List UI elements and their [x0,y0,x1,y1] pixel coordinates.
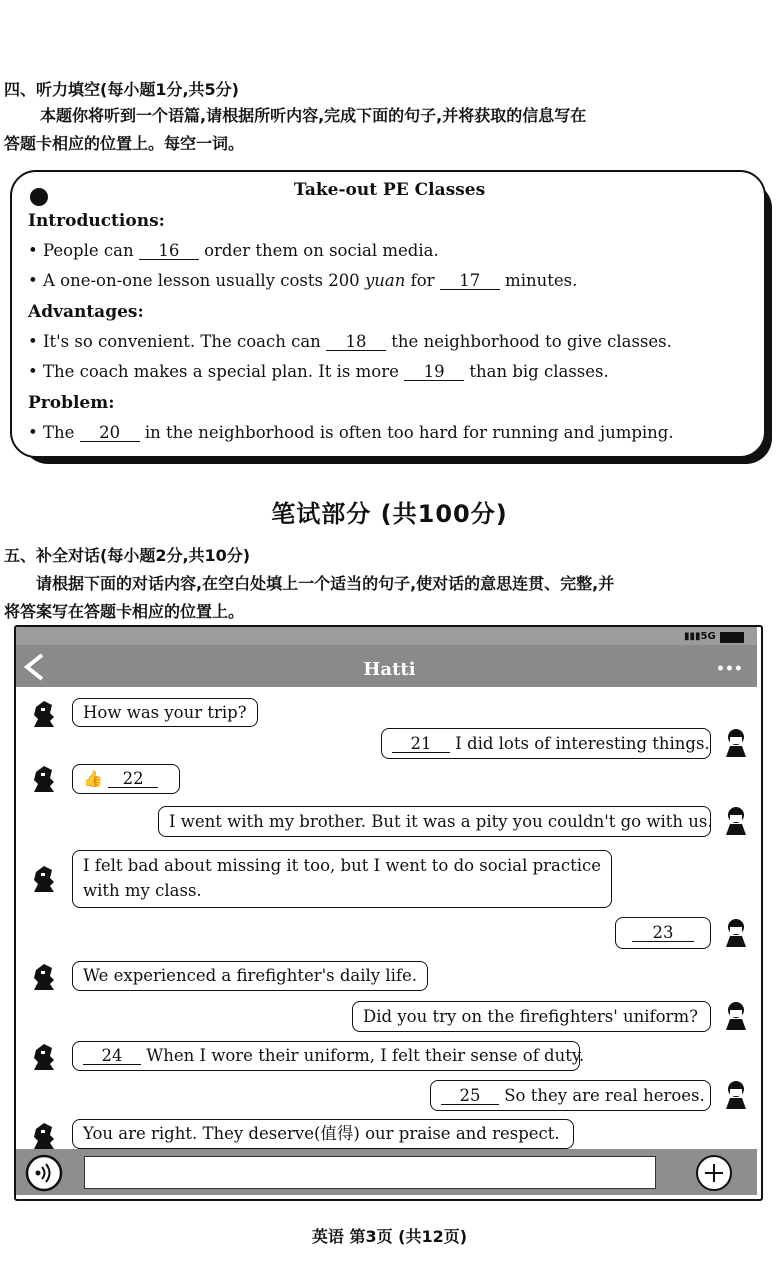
blank-20: 20 [80,424,140,442]
message-text: When I wore their uniform, I felt their sense of duty. [146,1046,585,1065]
chat-bubble [72,1119,574,1149]
item-20-pre: • The [28,423,75,442]
section5-instruction-1: 请根据下面的对话内容,在空白处填上一个适当的句子,使对话的意思连贯、完整,并 [36,574,615,593]
message-text: Did you try on the firefighters' uniform? [363,1007,698,1026]
signal-label: 5G [700,631,716,642]
chat-bubble [352,1001,711,1032]
item-20 [28,423,674,442]
problem-heading: Problem: [28,393,115,413]
section5-heading: 五、补全对话(每小题2分,共10分) [4,546,251,565]
item-16-post: order them on social media. [204,241,439,260]
status-bar [16,627,757,645]
item-17 [28,271,577,290]
avatar-left-icon [30,699,58,729]
chat-bubble [72,1041,585,1071]
add-icon[interactable] [694,1154,734,1192]
chat-bubble [72,764,180,794]
written-title: 笔试部分 (共100分) [271,500,508,528]
blank-21: 21 [392,735,450,753]
thumbs-up-icon: 👍 [83,769,103,788]
introductions-heading: Introductions: [28,211,165,231]
message-text: You are right. They deserve(值得) our praise and respect. [83,1124,560,1143]
signal-text [684,631,716,642]
blank-16: 16 [139,242,199,260]
message-text: So they are real heroes. [504,1086,705,1105]
item-20-post: in the neighborhood is often too hard for running and jumping. [144,423,674,442]
avatar-left-icon [30,1042,58,1072]
message-input[interactable] [84,1156,656,1189]
avatar-left-icon [30,962,58,992]
item-18-pre: • It's so convenient. The coach can [28,332,321,351]
page-footer: 英语 第3页 (共12页) [311,1227,468,1246]
chat-bubble [430,1080,711,1111]
message-text: I went with my brother. But it was a pity you couldn't go with us. [169,812,713,831]
message-text: with my class. [83,881,202,900]
advantages-heading: Advantages: [28,302,144,322]
chat-contact-name: Hatti [363,659,416,680]
chat-bubble [615,917,711,949]
box-title: Take-out PE Classes [293,180,486,200]
chat-bubble [381,728,711,759]
avatar-right-icon [722,1001,750,1031]
item-19-pre: • The coach makes a special plan. It is more [28,362,399,381]
message-text: I felt bad about missing it too, but I went to do social practice [83,856,602,875]
battery-icon [720,632,744,643]
blank-18: 18 [326,333,386,351]
voice-icon[interactable] [24,1154,64,1192]
message-text: How was your trip? [83,703,247,722]
chat-bubble [158,806,711,837]
blank-24: 24 [83,1047,141,1065]
blank-19: 19 [404,363,464,381]
section5-instruction-2: 将答案写在答题卡相应的位置上。 [4,602,245,621]
item-19-post: than big classes. [469,362,609,381]
section4-heading: 四、听力填空(每小题1分,共5分) [4,80,239,99]
chat-bubble [72,961,428,991]
message-text: I did lots of interesting things. [455,734,710,753]
blank-23: 23 [632,924,694,942]
avatar-left-icon [30,864,58,894]
message-text: We experienced a firefighter's daily life. [83,966,418,985]
avatar-right-icon [722,1080,750,1110]
chat-bubble [72,850,612,908]
item-19 [28,362,609,381]
avatar-right-icon [722,728,750,758]
item-18 [28,332,672,351]
item-17-yuan: yuan [364,271,406,290]
signal-icon: ▮▮▮ [684,631,701,642]
avatar-left-icon [30,1121,58,1151]
chat-bubble [72,698,258,727]
blank-22: 22 [108,770,158,788]
section4-instruction-2: 答题卡相应的位置上。每空一词。 [4,134,245,153]
blank-25: 25 [441,1087,499,1105]
menu-icon[interactable]: ••• [716,661,743,677]
item-16 [28,241,439,260]
item-17-post: minutes. [505,271,578,290]
item-17-pre: • A one-on-one lesson usually costs 200 [28,271,360,290]
avatar-right-icon [722,918,750,948]
section4-instruction-1: 本题你将听到一个语篇,请根据所听内容,完成下面的句子,并将获取的信息写在 [40,106,587,125]
avatar-right-icon [722,806,750,836]
item-18-post: the neighborhood to give classes. [391,332,672,351]
item-16-pre: • People can [28,241,134,260]
blank-17: 17 [440,272,500,290]
item-17-mid: for [410,271,435,290]
avatar-left-icon [30,764,58,794]
